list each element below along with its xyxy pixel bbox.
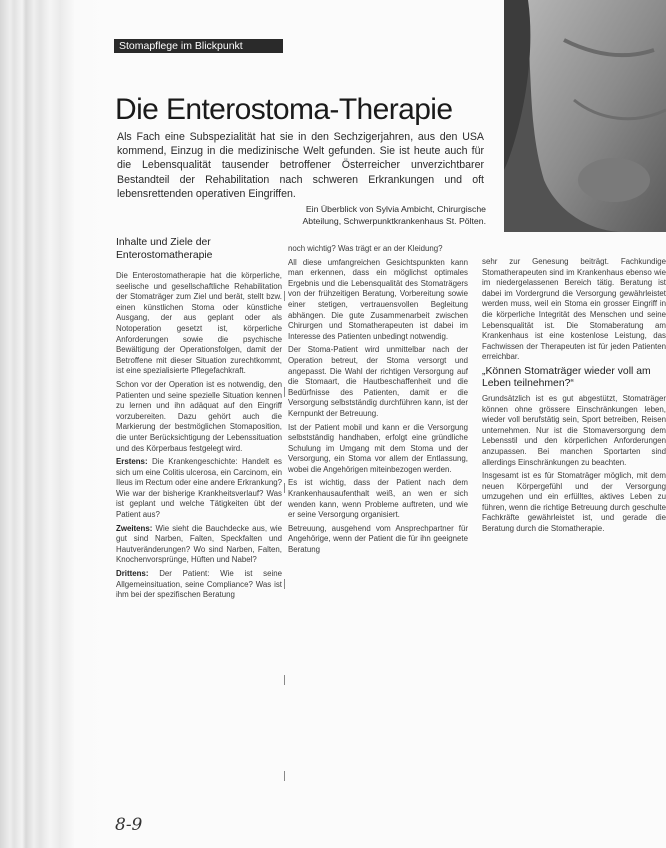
hand-photo <box>504 0 666 232</box>
byline-line-2: Abteilung, Schwerpunktkrankenhaus St. Pölten. <box>302 216 486 226</box>
paragraph: Betreuung, ausgehend vom Ansprechpartner für Angehörige, wenn der Patient die für ihn geeignete Beratung <box>288 523 468 555</box>
paragraph-label: Erstens: <box>116 457 148 467</box>
paragraph-label: Drittens: <box>116 569 149 579</box>
byline-line-1: Ein Überblick von Sylvia Ambicht, Chirurgische <box>305 204 486 214</box>
paragraph-label: Zweitens: <box>116 523 153 533</box>
paragraph: Der Stoma-Patient wird unmittelbar nach der Operation betreut, der Stoma versorgt und angepasst. Die Wahl der richtigen Versorgung auf die Stomaart, die Hautbeschaffenheit und die Bedürfnisse des Patienten, damit er die Versorgung selbstständig durchführen kann, ist der Kernpunkt der Betreuung. <box>288 345 468 418</box>
paragraph <box>116 569 282 601</box>
paragraph: Ist der Patient mobil und kann er die Versorgung selbstständig handhaben, erfolgt eine gründliche Schulung im Umgang mit dem Stoma und der Versorgung, ein Stoma vor allem der Entlassung, wobei die Angehörigen miteinbezogen werden. <box>288 422 468 474</box>
lead-paragraph: Als Fach eine Subspezialität hat sie in den Sechzigerjahren, aus den USA kommend, Einzug in die medizinische Welt gefunden. Sie ist heute auch für die Lebensqualität tausender betroffener Österreicher unverzichtbarer Bestandteil der Rehabilitation nach schweren Erkrankungen und oft lebensrettenden operativen Eingriffen. <box>117 131 484 200</box>
paragraph: Insgesamt ist es für Stomaträger möglich, mit dem neuen Körpergefühl und der Versorgung umzugehen und ein erfülltes, aktives Leben zu führen, wenn die richtige Betreuung durch geschulte Fachkräfte gewährleistet ist, und gerade die Beratung durch die Stomatherapie. <box>482 471 666 534</box>
paragraph-text: Wie sieht die Bauchdecke aus, wie gut sind Narben, Falten, Speckfalten und Hautveränderungen? Wo sind Narben, Falten, Knochenvorsprünge, Hüften und Nabel? <box>116 523 282 565</box>
text-column-2 <box>288 244 468 836</box>
paragraph <box>116 457 282 521</box>
paragraph: sehr zur Genesung beiträgt. Fachkundige Stomatherapeuten sind im Krankenhaus ebenso wie im niedergelassenen Bereich tätig. Beratung ist dabei im Vordergrund die Versorgung gewährleistet werden muss, weil ein Stoma ein grosser Eingriff in die körperliche Integrität des Menschen und seine Lebensqualität ist. Die Stomaberatung am Krankenhaus ist eine kostenlose Leistung, das Fachwissen der Therapeuten ist für jeden Patienten erreichbar. <box>482 257 666 362</box>
paragraph: Die Enterostomatherapie hat die körperliche, seelische und gesellschaftliche Rehabilitation der Stomaträger zum Ziel und berät, stellt bzw. einen künstlichen Stoma oder künstliche Ausgang, der aus geplant oder als Notoperation gesetzt ist, körperliche Anforderungen sowie die psychische Bewältigung der Operationsfolgen, damit der Betroffene mit dieser Situation zurechtkommt, ist eine spezialisierte Pflegefachkraft. <box>116 271 282 376</box>
section-rubric: Stomapflege im Blickpunkt <box>114 39 283 53</box>
paragraph-text: Der Patient: Wie ist seine Allgemeinsituation, seine Compliance? Was ist ihm bei der spezifischen Beratung <box>116 569 282 600</box>
author-byline <box>250 203 486 227</box>
article-lead <box>117 130 484 201</box>
handwritten-page-number: 8-9 <box>115 815 143 835</box>
section-heading: Inhalte und Ziele der Enterostomatherapie <box>116 237 213 261</box>
section-heading: „Können Stomaträger wieder voll am Leben teilnehmen?“ <box>482 365 651 390</box>
book-page-edges <box>0 0 108 848</box>
article-title: Die Enterostoma-Therapie <box>115 93 453 126</box>
paragraph: Schon vor der Operation ist es notwendig, den Patienten und seine spezielle Situation kennen zu lernen und ihn adäquat auf den Eingriff vorzubereiten. Dazu gehört auch die Markierung der bestmöglichen Stomaposition, die unter Berücksichtigung der Lebenssituation und des Körperbaus festgelegt wird. <box>116 379 282 453</box>
paragraph: Es ist wichtig, dass der Patient nach dem Krankenhausaufenthalt weiß, an wen er sich wenden kann, wenn Probleme auftreten, und wie er seine Versorgung organisiert. <box>288 478 468 520</box>
paragraph: Grundsätzlich ist es gut abgestützt, Stomaträger können ohne grössere Einschränkungen leben, wieder voll berufstätig sein, Sport betreiben, Reisen unternehmen. Nur ist die Stomaversorgung dem Lebensstil und den körperlichen Anforderungen anzupassen. Bei manchen Sportarten sind allerdings Einschränkungen zu beachten. <box>482 393 666 467</box>
paragraph-text: Die Krankengeschichte: Handelt es sich um eine Colitis ulcerosa, ein Carcinom, ein Ileus im Rectum oder eine andere Erkrankung? Wie war der bisherige Krankheitsverlauf? Was ist geplant und welche Tätigkeiten übt der Patient aus? <box>116 457 282 520</box>
column-rule <box>284 245 285 835</box>
paragraph: All diese umfangreichen Gesichtspunkten kann man erkennen, dass ein möglichst optimales Ergebnis und die Lebensqualität des Stomaträgers von der frühzeitigen Beratung, Vorbereitung sowie einer stetigen, vertrauensvollen Begleitung abhängen. Die gute Zusammenarbeit zwischen Chirurgen und Stomatherapeuten ist dabei im Interesse des Patienten unbedingt notwendig. <box>288 257 468 341</box>
text-column-1 <box>116 271 282 821</box>
paragraph: noch wichtig? Was trägt er an der Kleidung? <box>288 244 443 253</box>
paragraph <box>116 524 282 566</box>
text-column-3 <box>482 257 666 830</box>
